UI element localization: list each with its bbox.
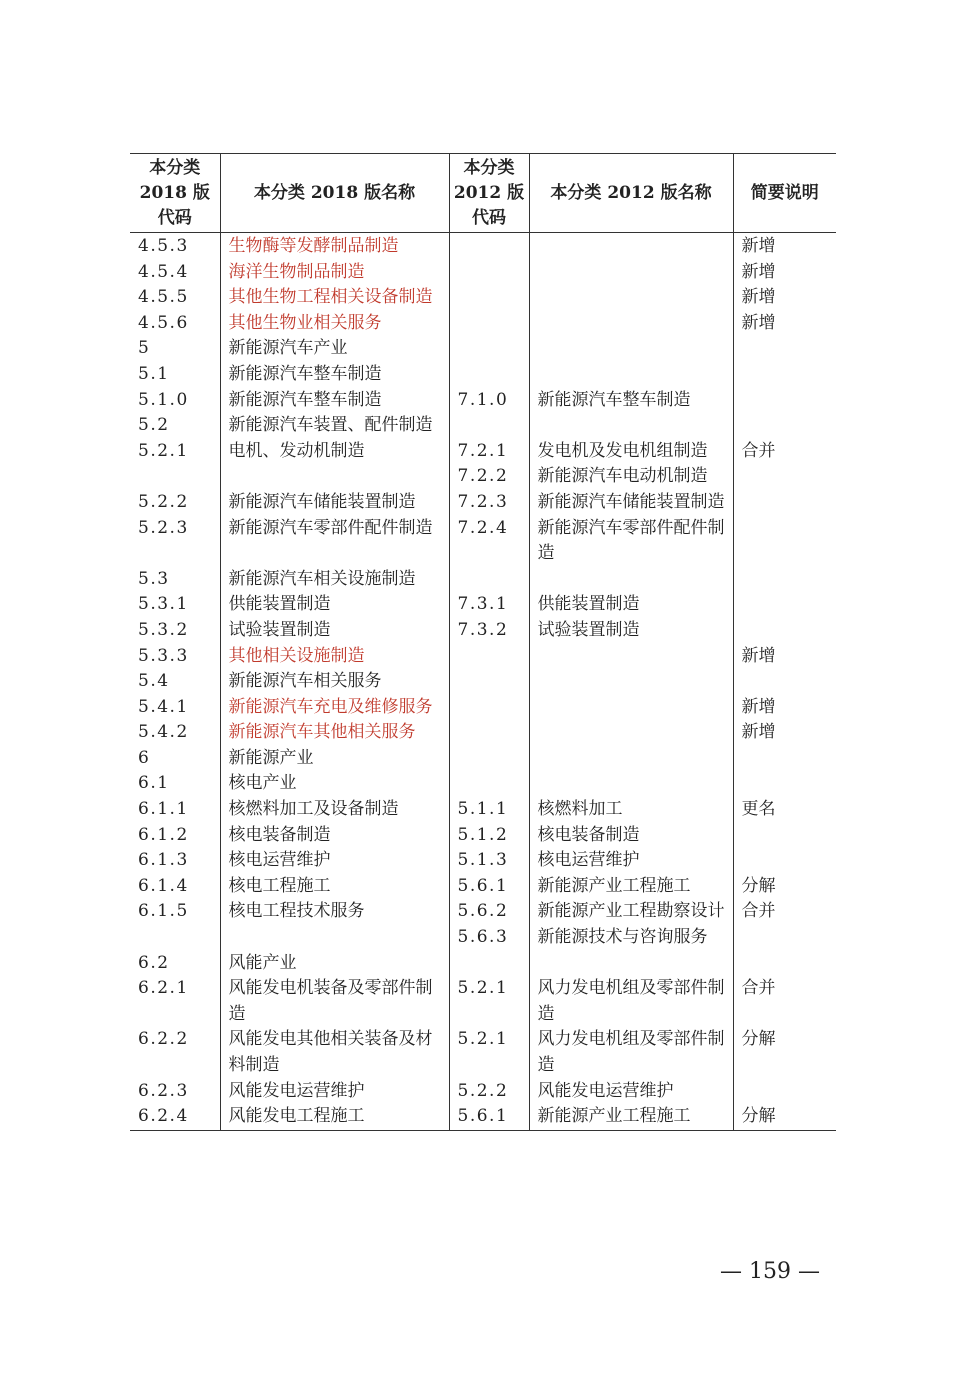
cell-name-2018: 风能发电其他相关装备及材料制造 [220,1027,449,1078]
table-row [130,516,836,567]
cell-name-2018: 其他生物工程相关设备制造 [220,285,449,311]
table-row [130,669,836,695]
cell-name-2012: 核电运营维护 [529,848,733,874]
cell-name-2018: 电机、发动机制造 [220,439,449,465]
cell-code-2018: 4.5.4 [138,261,189,282]
cell-name-2018: 风能产业 [220,951,449,977]
cell-code-2012 [449,951,529,977]
cell-name-2012: 核电装备制造 [529,823,733,849]
classification-comparison-table [130,153,836,1131]
cell-name-2012 [529,669,733,695]
cell-name-2012: 新能源产业工程勘察设计 [529,899,733,925]
cell-code-2012 [449,336,529,362]
cell-name-2018: 风能发电工程施工 [220,1104,449,1130]
cell-note: 更名 [733,797,836,823]
cell-code-2018: 5.2.1 [138,440,189,461]
cell-code-2018: 5.3.3 [138,645,189,666]
table-row [130,439,836,465]
cell-code-2012: 5.6.1 [449,874,529,900]
cell-name-2018: 生物酶等发酵制品制造 [220,233,449,260]
cell-code-2018: 6.2.2 [138,1029,189,1050]
cell-code-2018: 6.2 [138,952,170,973]
cell-name-2012: 风力发电机组及零部件制造 [529,1027,733,1078]
cell-name-2018: 新能源汽车相关服务 [220,669,449,695]
header-code-2012-line3: 代码 [472,207,506,228]
cell-code-2012 [449,695,529,721]
cell-name-2012 [529,260,733,286]
cell-note [733,592,836,618]
cell-code-2012 [449,720,529,746]
cell-note: 新增 [733,644,836,670]
header-code-2012-line2: 2012 版 [453,182,525,203]
cell-note [733,848,836,874]
cell-name-2018: 其他相关设施制造 [220,644,449,670]
cell-code-2018: 6.1.5 [138,901,189,922]
cell-code-2018: 5.3 [138,568,170,589]
cell-code-2012 [449,567,529,593]
cell-name-2012: 发电机及发电机组制造 [529,439,733,465]
cell-code-2012 [449,771,529,797]
cell-code-2018: 4.5.3 [138,236,189,256]
cell-note [733,516,836,567]
table-row [130,285,836,311]
table-row [130,388,836,414]
cell-code-2018: 5.3.1 [138,594,189,615]
cell-note [733,618,836,644]
cell-note [733,490,836,516]
cell-name-2018: 新能源汽车零部件配件制造 [220,516,449,567]
cell-code-2012 [449,644,529,670]
cell-note: 新增 [733,233,836,260]
cell-name-2018: 新能源汽车储能装置制造 [220,490,449,516]
header-code-2018 [130,154,220,233]
cell-name-2012 [529,233,733,260]
header-code-2012-line1: 本分类 [463,157,515,178]
table-header [130,154,836,233]
header-code-2018-line3: 代码 [157,207,192,228]
cell-code-2012 [449,413,529,439]
cell-code-2012: 5.6.1 [449,1104,529,1130]
table-row [130,260,836,286]
cell-code-2018: 6.2.4 [138,1106,189,1127]
cell-name-2012 [529,695,733,721]
cell-code-2012 [449,362,529,388]
table-row [130,567,836,593]
cell-code-2018: 6.2.3 [138,1080,189,1101]
cell-name-2012: 试验装置制造 [529,618,733,644]
cell-code-2012: 5.1.1 [449,797,529,823]
cell-code-2018: 6.1 [138,773,170,794]
table-row [130,695,836,721]
cell-code-2012 [449,260,529,286]
cell-name-2018: 新能源汽车装置、配件制造 [220,413,449,439]
table-row [130,874,836,900]
cell-code-2012: 5.2.2 [449,1079,529,1105]
cell-name-2018: 核电工程施工 [220,874,449,900]
cell-note [733,362,836,388]
cell-code-2012 [449,311,529,337]
table-row [130,1027,836,1078]
cell-name-2018: 新能源汽车相关设施制造 [220,567,449,593]
cell-code-2018: 5 [138,338,151,359]
cell-code-2018: 5.1.0 [138,389,189,410]
cell-code-2018: 5.3.2 [138,619,189,640]
cell-code-2018: 4.5.6 [138,312,189,333]
cell-name-2012 [529,720,733,746]
cell-note [733,771,836,797]
cell-code-2012: 5.2.1 [449,976,529,1027]
header-code-2012 [449,154,529,233]
cell-name-2018: 核燃料加工及设备制造 [220,797,449,823]
cell-code-2012: 7.2.2 [449,464,529,490]
cell-code-2018 [130,464,220,490]
cell-note [733,567,836,593]
cell-code-2018: 6 [138,747,151,768]
table-row [130,925,836,951]
cell-code-2012: 5.1.3 [449,848,529,874]
cell-name-2012 [529,567,733,593]
cell-name-2012 [529,746,733,772]
cell-name-2018: 核电工程技术服务 [220,899,449,925]
cell-note: 合并 [733,976,836,1027]
cell-code-2018: 5.4 [138,671,170,692]
cell-name-2018: 新能源汽车整车制造 [220,388,449,414]
cell-note: 合并 [733,439,836,465]
cell-note [733,669,836,695]
cell-note [733,746,836,772]
cell-note [733,464,836,490]
table-row [130,771,836,797]
cell-code-2018: 6.1.4 [138,875,189,896]
table-row [130,1104,836,1130]
table-row [130,644,836,670]
header-name-2018: 本分类 2018 版名称 [220,154,449,233]
cell-name-2018: 新能源汽车其他相关服务 [220,720,449,746]
cell-name-2018: 试验装置制造 [220,618,449,644]
cell-code-2018: 4.5.5 [138,287,189,308]
cell-name-2012: 新能源产业工程施工 [529,1104,733,1130]
cell-name-2012 [529,285,733,311]
table-row [130,233,836,260]
cell-note [733,413,836,439]
cell-code-2018: 5.4.1 [138,696,189,717]
table-row [130,311,836,337]
cell-note: 分解 [733,1027,836,1078]
cell-code-2018: 5.2.2 [138,491,189,512]
cell-name-2012: 新能源汽车整车制造 [529,388,733,414]
header-code-2018-line2: 2018 版 [139,182,210,203]
cell-note: 合并 [733,899,836,925]
header-code-2018-line1: 本分类 [149,157,201,178]
cell-code-2012: 7.2.4 [449,516,529,567]
cell-code-2012 [449,746,529,772]
header-name-2012: 本分类 2012 版名称 [529,154,733,233]
table-row [130,720,836,746]
cell-name-2012: 新能源汽车储能装置制造 [529,490,733,516]
cell-name-2012 [529,413,733,439]
cell-name-2018: 核电产业 [220,771,449,797]
cell-note: 新增 [733,311,836,337]
cell-code-2012 [449,669,529,695]
cell-note: 分解 [733,874,836,900]
cell-code-2018: 5.4.2 [138,722,189,743]
header-note: 简要说明 [733,154,836,233]
cell-name-2018: 其他生物业相关服务 [220,311,449,337]
cell-code-2018 [130,925,220,951]
cell-name-2012 [529,951,733,977]
cell-note: 新增 [733,285,836,311]
cell-code-2012: 7.1.0 [449,388,529,414]
table-row [130,464,836,490]
cell-note: 新增 [733,260,836,286]
table-row [130,336,836,362]
cell-name-2018: 新能源产业 [220,746,449,772]
cell-code-2018: 6.1.1 [138,799,189,820]
cell-code-2012: 5.1.2 [449,823,529,849]
cell-note: 新增 [733,695,836,721]
table-row [130,976,836,1027]
cell-name-2012: 供能装置制造 [529,592,733,618]
cell-note [733,925,836,951]
cell-code-2012: 7.3.1 [449,592,529,618]
cell-name-2012 [529,644,733,670]
cell-name-2018: 核电装备制造 [220,823,449,849]
cell-name-2012: 风力发电机组及零部件制造 [529,976,733,1027]
cell-note [733,951,836,977]
cell-name-2012: 新能源产业工程施工 [529,874,733,900]
cell-name-2018: 海洋生物制品制造 [220,260,449,286]
cell-name-2018: 供能装置制造 [220,592,449,618]
cell-name-2018: 风能发电机装备及零部件制造 [220,976,449,1027]
table-row [130,848,836,874]
cell-name-2018: 新能源汽车产业 [220,336,449,362]
cell-note [733,388,836,414]
cell-code-2012: 7.2.1 [449,439,529,465]
cell-name-2012: 新能源技术与咨询服务 [529,925,733,951]
cell-code-2018: 5.2 [138,415,170,436]
cell-code-2018: 6.1.2 [138,824,189,845]
table-row [130,490,836,516]
cell-code-2012: 5.6.2 [449,899,529,925]
cell-code-2018: 6.2.1 [138,978,189,999]
table-row [130,592,836,618]
cell-name-2018 [220,925,449,951]
cell-name-2012 [529,771,733,797]
cell-name-2018 [220,464,449,490]
table-row [130,951,836,977]
cell-code-2018: 5.1 [138,363,170,384]
cell-note [733,1079,836,1105]
table-row [130,797,836,823]
page-number: — 159 — [720,1259,820,1284]
cell-name-2018: 新能源汽车整车制造 [220,362,449,388]
cell-note: 新增 [733,720,836,746]
cell-name-2012: 风能发电运营维护 [529,1079,733,1105]
table-row [130,899,836,925]
cell-code-2018: 6.1.3 [138,850,189,871]
table-row [130,618,836,644]
table-row [130,413,836,439]
cell-name-2012: 新能源汽车电动机制造 [529,464,733,490]
cell-name-2012 [529,336,733,362]
cell-code-2012: 7.3.2 [449,618,529,644]
cell-note [733,823,836,849]
table-row [130,1079,836,1105]
cell-name-2012 [529,362,733,388]
cell-name-2012: 新能源汽车零部件配件制造 [529,516,733,567]
cell-code-2018: 5.2.3 [138,517,189,538]
classification-table-wrapper [130,153,836,1131]
cell-name-2018: 新能源汽车充电及维修服务 [220,695,449,721]
cell-note [733,336,836,362]
cell-code-2012: 7.2.3 [449,490,529,516]
cell-code-2012: 5.6.3 [449,925,529,951]
cell-name-2012: 核燃料加工 [529,797,733,823]
table-row [130,823,836,849]
table-row [130,746,836,772]
cell-code-2012 [449,285,529,311]
cell-note: 分解 [733,1104,836,1130]
table-row [130,362,836,388]
table-body [130,233,836,1131]
cell-name-2018: 风能发电运营维护 [220,1079,449,1105]
cell-code-2012 [449,233,529,260]
cell-code-2012: 5.2.1 [449,1027,529,1078]
cell-name-2018: 核电运营维护 [220,848,449,874]
cell-name-2012 [529,311,733,337]
